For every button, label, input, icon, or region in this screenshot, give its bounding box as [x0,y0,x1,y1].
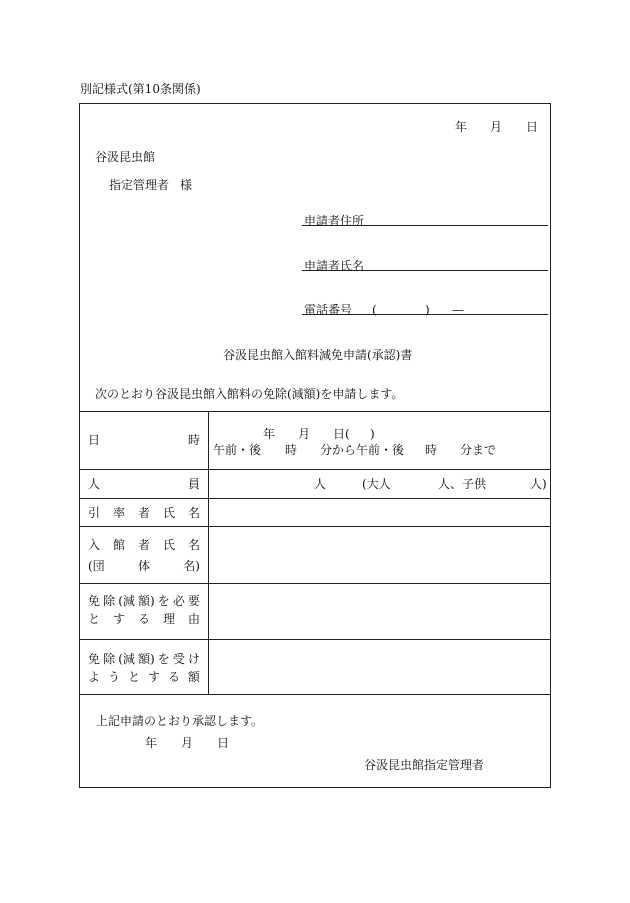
row-divider [80,526,550,527]
visit-day-close: ) [370,427,375,441]
leader-name-label: 引 率 者 氏 名 [88,506,200,520]
time-min-from: 分から午前・後 [320,443,405,457]
approval-statement: 上記申請のとおり承認します。 [96,714,264,728]
approval-signer: 谷汲昆虫館指定管理者 [364,758,485,772]
amount-label-line1: 免 除 (減 額) を 受 け [88,652,200,666]
approval-month: 月 [181,736,194,750]
group-name-label: (団 体 名) [88,559,200,573]
phone-open-paren: ( [372,303,377,317]
applicant-phone-label: 電話番号 [304,303,353,317]
table-top-border [80,411,550,412]
date-month: 月 [490,120,503,134]
headcount-adult: (大人 [362,477,391,491]
date-year: 年 [455,120,468,134]
addressee-honorific: 様 [180,178,193,192]
amount-label-line2: よ う と す る 額 [88,670,200,684]
form-label: 別記様式(第10条関係) [80,82,201,96]
approval-year: 年 [145,736,158,750]
phone-close-paren: ) [425,303,430,317]
approval-day: 日 [217,736,230,750]
visit-day-open: 日( [333,427,350,441]
label-column-divider [208,411,209,694]
visit-month: 月 [298,427,311,441]
applicant-name-label: 申請者氏名 [304,259,365,273]
phone-dash: — [452,303,464,317]
row-divider [80,583,550,584]
applicant-phone-field[interactable] [302,314,548,315]
intro-text: 次のとおり谷汲昆虫館入館料の免除(減額)を申請します。 [95,387,404,401]
addressee-manager: 指定管理者 [109,178,170,192]
row-divider [80,498,550,499]
date-day: 日 [526,120,539,134]
time-ampm-from: 午前・後 [213,443,262,457]
visit-year: 年 [263,427,276,441]
applicant-address-field[interactable] [302,225,548,226]
headcount-child-close: 人) [530,477,547,491]
time-min-to: 分まで [460,443,497,457]
form-title: 谷汲昆虫館入館料減免申請(承認)書 [223,348,413,362]
row-divider [80,639,550,640]
table-bottom-border [80,694,550,695]
headcount-total: 人 [314,477,327,491]
application-form [79,103,551,788]
addressee-facility: 谷汲昆虫館 [95,150,156,164]
headcount-label: 人 員 [88,477,200,491]
time-hour-from: 時 [285,443,298,457]
headcount-adult-unit: 人、子供 [438,477,487,491]
reason-label-line2: と す る 理 由 [88,612,200,626]
visitor-name-label: 入 館 者 氏 名 [88,538,200,552]
time-hour-to: 時 [425,443,438,457]
applicant-address-label: 申請者住所 [304,214,365,228]
reason-label-line1: 免 除 (減 額) を 必 要 [88,594,200,608]
datetime-label: 日 時 [88,433,200,447]
row-divider [80,469,550,470]
applicant-name-field[interactable] [302,270,548,271]
